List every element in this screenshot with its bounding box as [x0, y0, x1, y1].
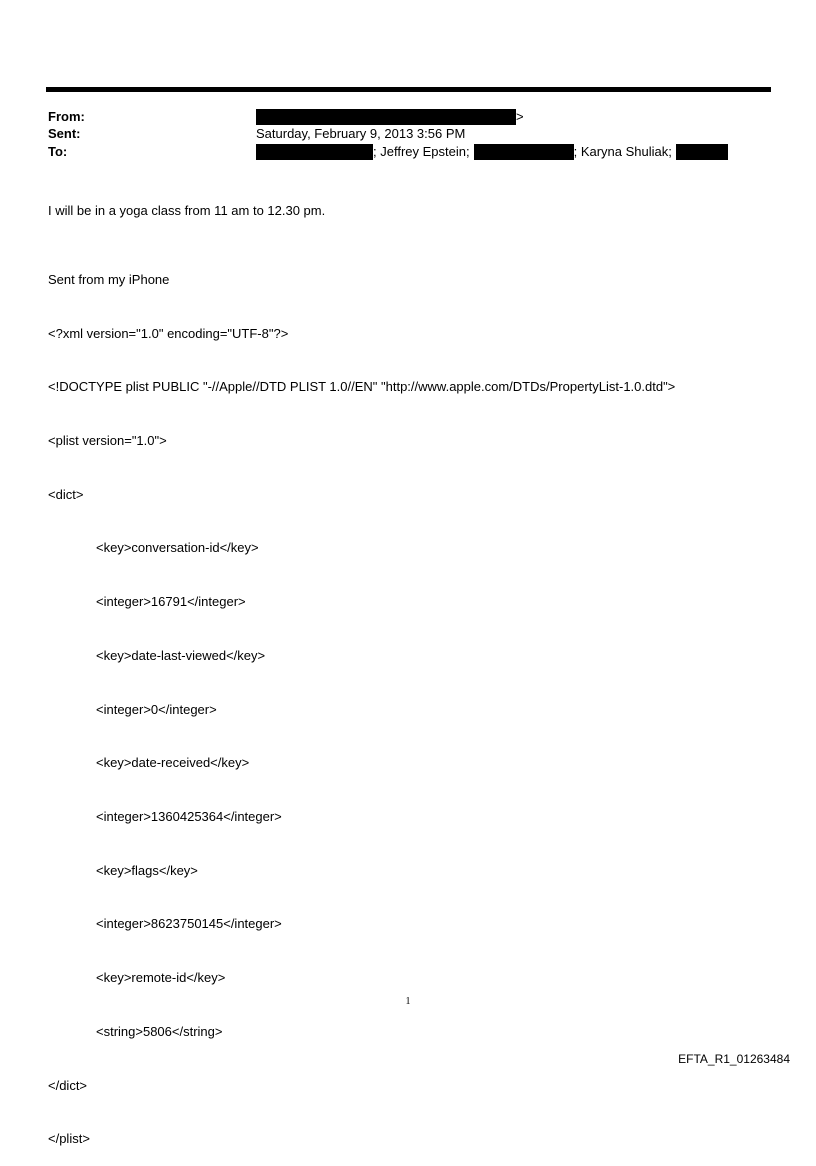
to-separator: ; Karyna Shuliak; [573, 144, 672, 159]
dict-line: <key>date-last-viewed</key> [96, 647, 266, 663]
message-body [48, 235, 675, 1166]
signature-line: Sent from my iPhone [48, 271, 170, 287]
from-value [256, 109, 524, 125]
dict-open-tag: <dict> [48, 486, 84, 502]
to-label: To: [48, 144, 68, 159]
bates-number: EFTA_R1_01263484 [678, 1052, 790, 1066]
dict-line: <integer>0</integer> [96, 701, 217, 717]
header-rule [46, 87, 771, 92]
message-text: I will be in a yoga class from 11 am to 12.30 pm. [48, 203, 326, 218]
sent-label: Sent: [48, 126, 81, 141]
dict-line: <key>conversation-id</key> [96, 540, 259, 556]
dict-close-tag: </dict> [48, 1077, 88, 1093]
plist-close-tag: </plist> [48, 1131, 90, 1147]
doctype-line: <!DOCTYPE plist PUBLIC "-//Apple//DTD PLIST 1.0//EN" "http://www.apple.com/DTDs/PropertyList-1.0.dtd"> [48, 379, 676, 395]
dict-line: <key>date-received</key> [96, 755, 250, 771]
dict-line: <key>flags</key> [96, 862, 198, 878]
redaction-block [474, 144, 574, 160]
redaction-block [256, 109, 516, 125]
xml-declaration: <?xml version="1.0" encoding="UTF-8"?> [48, 325, 289, 341]
plist-open-tag: <plist version="1.0"> [48, 432, 167, 448]
to-separator: ; Jeffrey Epstein; [373, 144, 470, 159]
from-label: From: [48, 109, 85, 124]
dict-line: <integer>16791</integer> [96, 594, 246, 610]
from-suffix: > [516, 109, 524, 124]
sent-value: Saturday, February 9, 2013 3:56 PM [256, 126, 466, 141]
dict-line: <string>5806</string> [96, 1023, 223, 1039]
dict-line: <integer>8623750145</integer> [96, 916, 282, 932]
redaction-block [256, 144, 373, 160]
redaction-block [676, 144, 728, 160]
to-value [256, 144, 728, 160]
dict-line: <key>remote-id</key> [96, 970, 226, 986]
page-number: 1 [405, 996, 411, 1007]
dict-line: <integer>1360425364</integer> [96, 809, 282, 824]
